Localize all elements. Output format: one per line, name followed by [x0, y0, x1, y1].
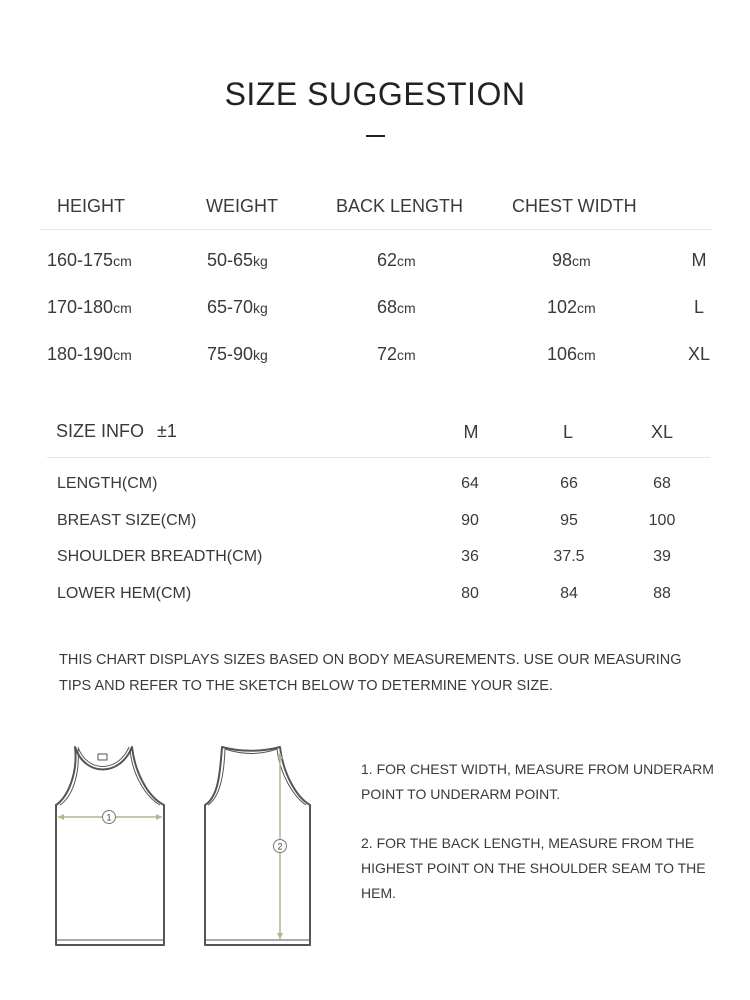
tolerance-label: ±1: [157, 421, 177, 441]
size-info-title: [56, 421, 177, 442]
size-label: L: [693, 297, 705, 317]
tip-2-line-2: HIGHEST POINT ON THE SHOULDER SEAM TO THE: [361, 860, 706, 876]
marker-2-text: 2: [277, 841, 283, 852]
header-height: HEIGHT: [57, 196, 126, 216]
size-column-m: M: [463, 422, 479, 442]
height-value: 170-180: [47, 297, 114, 317]
value-hem-l: 84: [560, 585, 578, 602]
height-unit: cm: [113, 300, 132, 316]
weight-unit: kg: [253, 253, 268, 269]
header-back-length: BACK LENGTH: [336, 196, 464, 216]
back-length-value: 62: [377, 250, 398, 270]
row-label-breast: BREAST SIZE(CM): [57, 512, 197, 529]
front-view-sketch: [56, 747, 164, 945]
height-unit: cm: [113, 253, 132, 269]
header-weight: WEIGHT: [206, 196, 278, 216]
value-breast-m: 90: [461, 512, 479, 529]
page-title: SIZE SUGGESTION: [224, 76, 526, 112]
tank-top-sketches: [40, 735, 340, 955]
measuring-tips: [361, 757, 741, 906]
tip-2-line-1: 2. FOR THE BACK LENGTH, MEASURE FROM THE: [361, 835, 695, 851]
value-breast-xl: 100: [648, 512, 676, 529]
value-hem-xl: 88: [653, 585, 671, 602]
chest-width-cell: [552, 250, 591, 271]
chest-measure: [58, 811, 162, 824]
weight-value: 50-65: [207, 250, 254, 270]
weight-value: 65-70: [207, 297, 254, 317]
weight-cell: [207, 250, 268, 271]
chest-width-value: 106: [547, 344, 578, 364]
chest-width-value: 98: [552, 250, 573, 270]
note-line-2: TIPS AND REFER TO THE SKETCH BELOW TO DETERMINE YOUR SIZE.: [59, 678, 553, 694]
header-chest-width: CHEST WIDTH: [512, 196, 637, 216]
back-length-unit: cm: [397, 300, 416, 316]
value-length-m: 64: [461, 475, 479, 492]
back-left-arm-trim: [208, 749, 225, 805]
size-column-xl: XL: [650, 422, 674, 442]
chest-width-unit: cm: [577, 300, 596, 316]
back-length-value: 72: [377, 344, 398, 364]
height-value: 180-190: [47, 344, 114, 364]
size-label: XL: [687, 344, 711, 364]
chest-width-value: 102: [547, 297, 578, 317]
tip-spacer: [361, 807, 741, 831]
back-length-unit: cm: [397, 347, 416, 363]
tip-2-line-3: HEM.: [361, 885, 396, 901]
back-length-cell: [377, 250, 416, 271]
value-length-xl: 68: [653, 475, 671, 492]
table-row: [47, 297, 132, 318]
height-unit: cm: [113, 347, 132, 363]
value-length-l: 66: [560, 475, 578, 492]
table-row: [47, 250, 132, 271]
neck-label: [98, 754, 107, 760]
weight-unit: kg: [253, 347, 268, 363]
size-label: M: [691, 250, 707, 270]
weight-cell: [207, 297, 268, 318]
measurement-note: [59, 647, 739, 699]
weight-cell: [207, 344, 268, 365]
chest-width-cell: [547, 344, 596, 365]
header-divider: [40, 229, 712, 230]
title-underline: [366, 135, 385, 137]
value-hem-m: 80: [461, 585, 479, 602]
front-body-outline: [56, 747, 164, 945]
value-breast-l: 95: [560, 512, 578, 529]
size-info-label: SIZE INFO: [56, 421, 145, 441]
marker-1-text: 1: [106, 812, 112, 823]
back-length-unit: cm: [397, 253, 416, 269]
row-label-shoulder: SHOULDER BREADTH(CM): [57, 548, 263, 565]
back-length-cell: [377, 297, 416, 318]
chest-width-unit: cm: [572, 253, 591, 269]
back-length-value: 68: [377, 297, 398, 317]
back-view-sketch: [205, 747, 310, 945]
back-body-outline: [205, 747, 310, 945]
value-shoulder-l: 37.5: [553, 548, 585, 565]
height-value: 160-175: [47, 250, 114, 270]
row-label-length: LENGTH(CM): [57, 475, 158, 492]
chest-width-unit: cm: [577, 347, 596, 363]
weight-value: 75-90: [207, 344, 254, 364]
info-header-divider: [47, 457, 710, 458]
tip-1-line-1: 1. FOR CHEST WIDTH, MEASURE FROM UNDERARM: [361, 761, 714, 777]
back-length-measure: [274, 753, 287, 939]
table-row: [47, 344, 132, 365]
size-column-l: L: [562, 422, 574, 442]
row-label-hem: LOWER HEM(CM): [57, 585, 192, 602]
back-length-cell: [377, 344, 416, 365]
chest-width-cell: [547, 297, 596, 318]
value-shoulder-xl: 39: [653, 548, 671, 565]
note-line-1: THIS CHART DISPLAYS SIZES BASED ON BODY MEASUREMENTS. USE OUR MEASURING: [59, 652, 682, 668]
value-shoulder-m: 36: [461, 548, 479, 565]
tip-1-line-2: POINT TO UNDERARM POINT.: [361, 786, 561, 802]
weight-unit: kg: [253, 300, 268, 316]
